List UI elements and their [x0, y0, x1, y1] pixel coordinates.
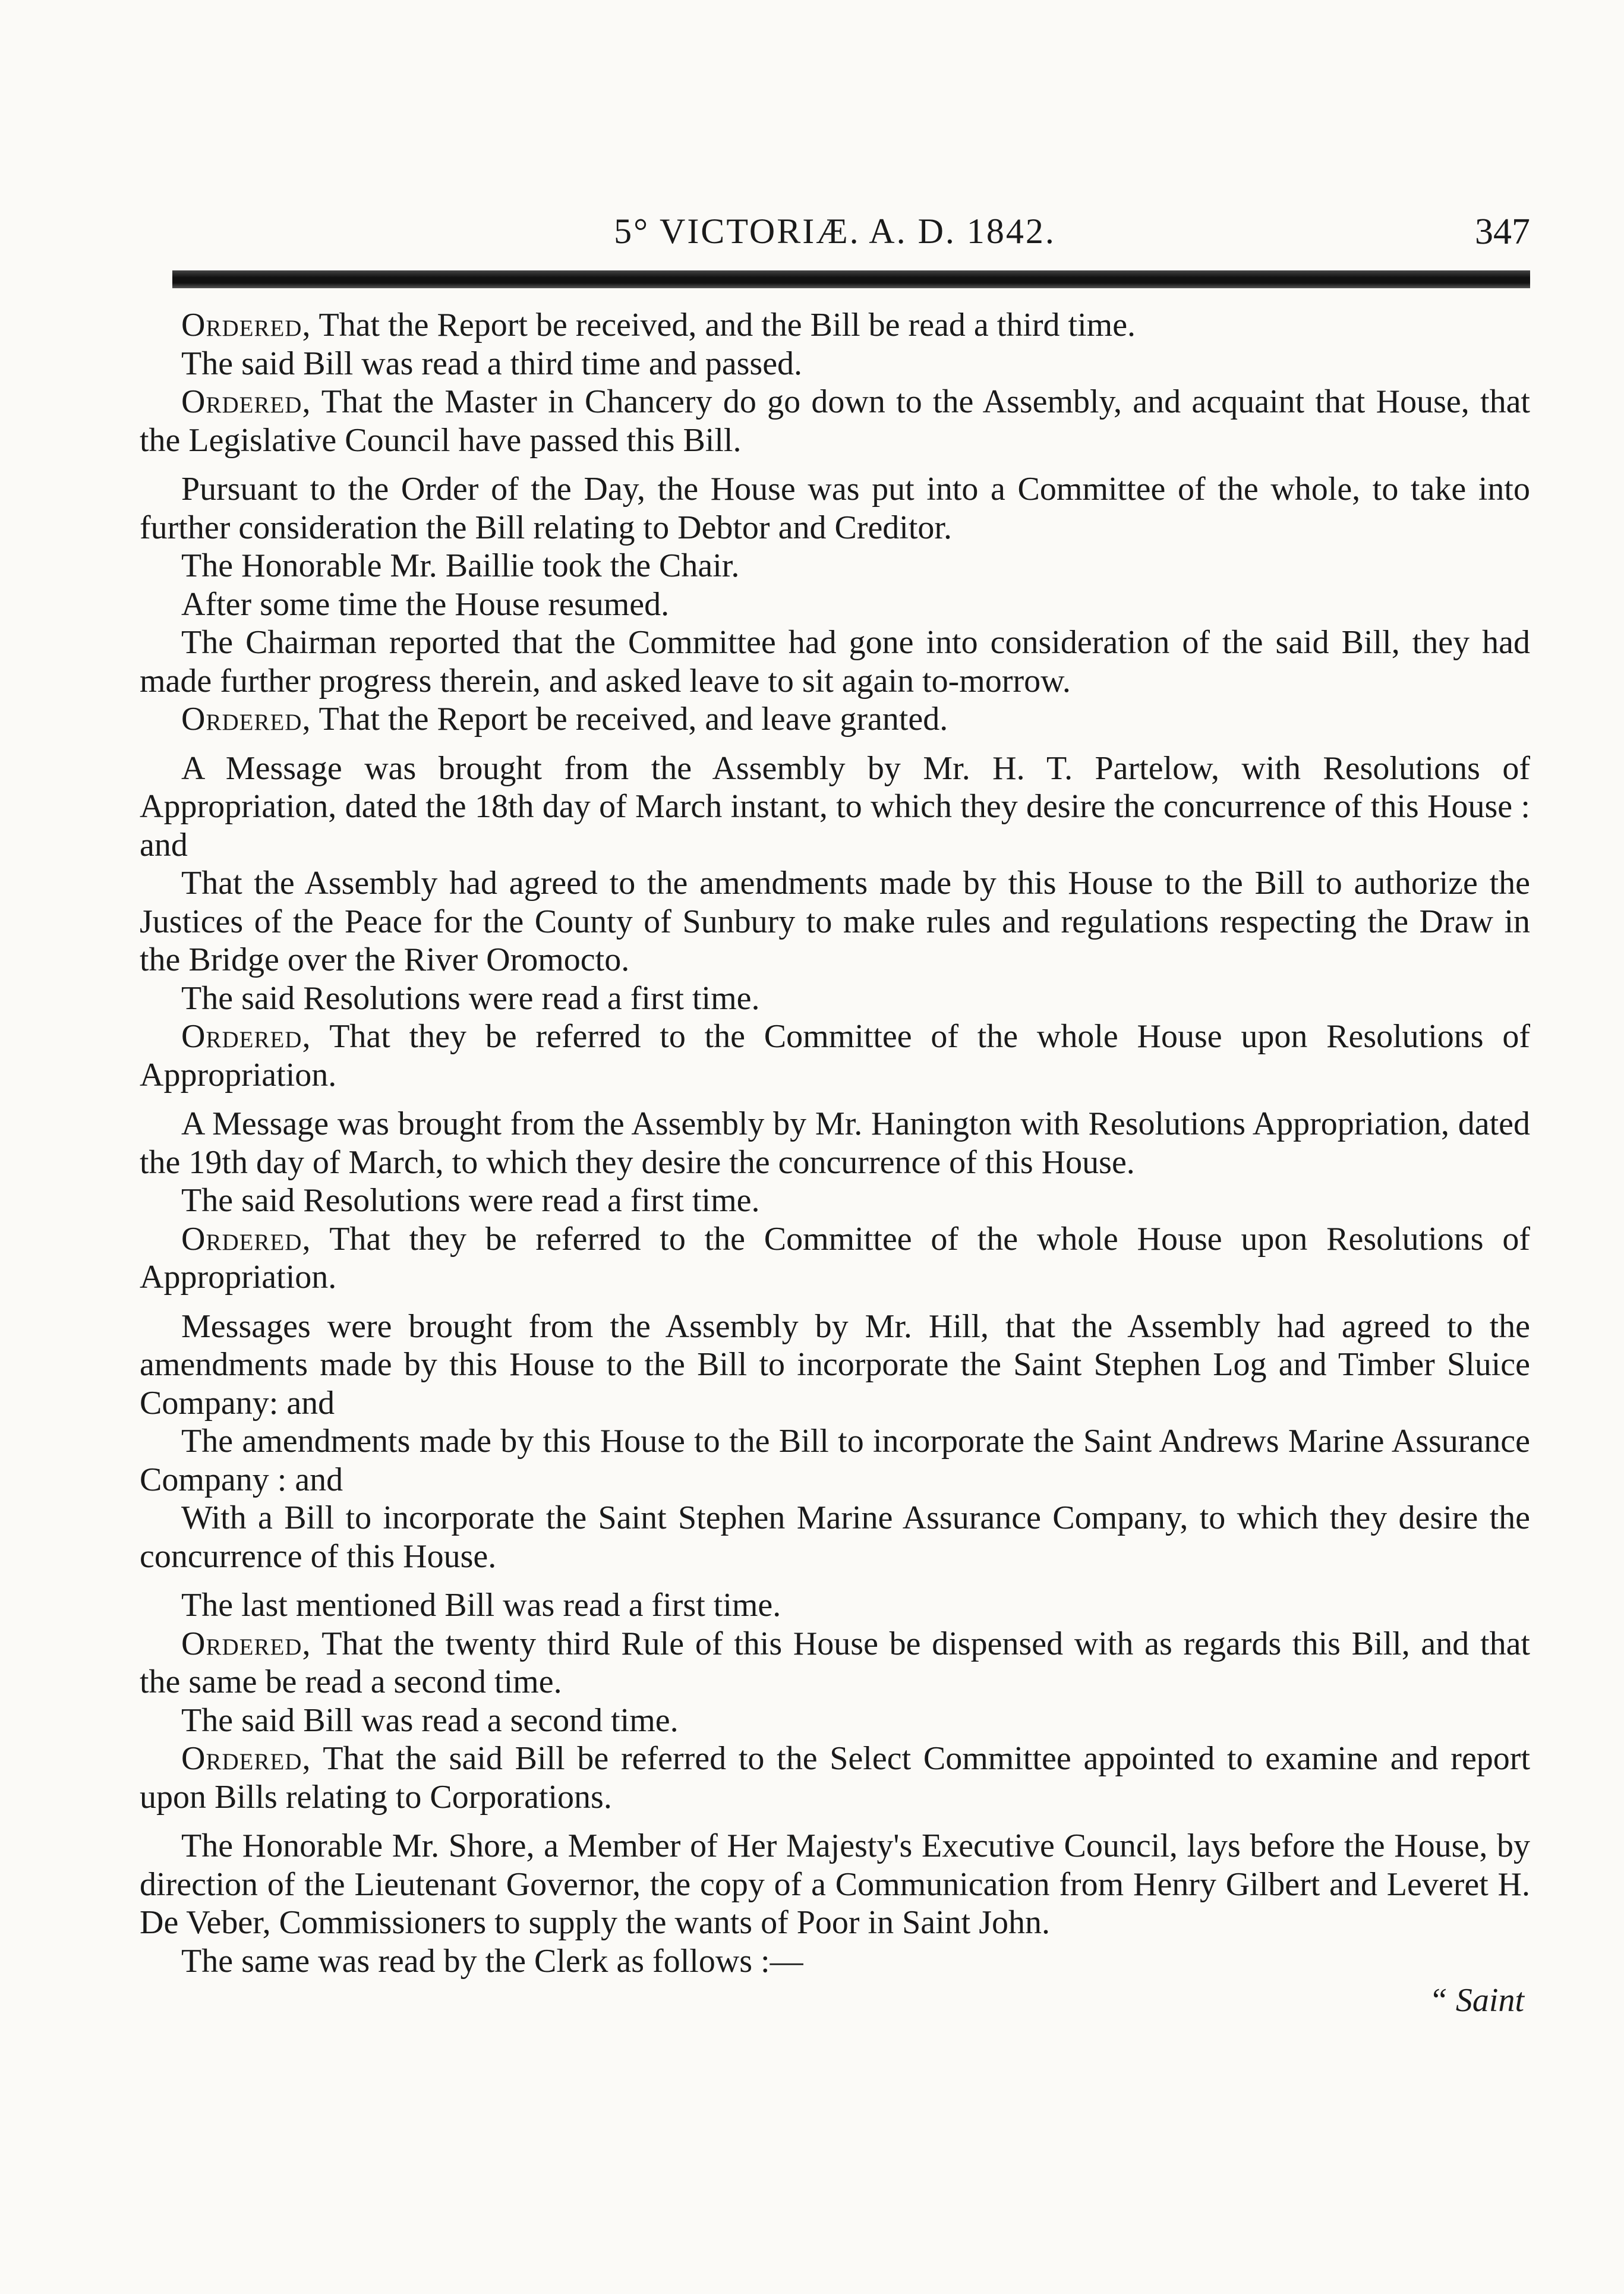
ordered-label: Ordered,: [181, 383, 311, 420]
paragraph-text: That they be referred to the Committee of the whole House upon Resolutions of Appropriation.: [140, 1220, 1530, 1296]
journal-body: [140, 306, 1530, 2020]
ordered-label: Ordered,: [181, 1625, 311, 1662]
spacer: [140, 1816, 1530, 1827]
paragraph: The said Bill was read a second time.: [181, 1701, 679, 1739]
paragraph: A Message was brought from the Assembly by Mr. H. T. Partelow, with Resolutions of Appropriation, dated the 18th day of March instant, to which they desire the concurrence of this House : and: [140, 749, 1530, 864]
catchword: “ Saint: [1429, 1982, 1524, 2019]
ordered-label: Ordered,: [181, 307, 311, 344]
spacer: [140, 1297, 1530, 1307]
paragraph: With a Bill to incorporate the Saint Stephen Marine Assurance Company, to which they desire the concurrence of this House.: [140, 1499, 1530, 1575]
spacer: [140, 459, 1530, 470]
header-rule: [172, 270, 1530, 288]
paragraph: That the Assembly had agreed to the amendments made by this House to the Bill to authorize the Justices of the Peace for the County of Sunbury to make rules and regulations respecting the Draw in the Bridge over the River Oromocto.: [140, 865, 1530, 978]
ordered-label: Ordered,: [181, 701, 311, 738]
paragraph: [140, 1625, 1530, 1701]
paragraph: The Chairman reported that the Committee had gone into consideration of the said Bill, they had made further progress therein, and asked leave to sit again to-morrow.: [140, 624, 1530, 699]
paragraph: The said Bill was read a third time and passed.: [181, 345, 803, 382]
paragraph: [140, 306, 1530, 345]
paragraph: The same was read by the Clerk as follows :—: [181, 1942, 803, 1980]
paragraph: The last mentioned Bill was read a first time.: [181, 1587, 781, 1624]
paragraph-text: That they be referred to the Committee of the whole House upon Resolutions of Appropriation.: [140, 1018, 1530, 1094]
paragraph: The said Resolutions were read a first time.: [181, 1182, 760, 1219]
ordered-label: Ordered,: [181, 1220, 311, 1258]
spacer: [140, 739, 1530, 749]
paragraph: The amendments made by this House to the Bill to incorporate the Saint Andrews Marine Assurance Company : and: [140, 1423, 1530, 1498]
paragraph: Pursuant to the Order of the Day, the House was put into a Committee of the whole, to take into further consideration the Bill relating to Debtor and Creditor.: [140, 471, 1530, 546]
spacer: [140, 1575, 1530, 1586]
running-title: 5° VICTORIÆ. A. D. 1842.: [614, 212, 1056, 251]
paragraph-text: That the Master in Chancery do go down to the Assembly, and acquaint that House, that the Legislative Council have passed this Bill.: [140, 383, 1530, 459]
paragraph-text: That the Report be received, and the Bill be read a third time.: [319, 307, 1136, 344]
paragraph: [140, 383, 1530, 459]
paragraph: The said Resolutions were read a first time.: [181, 979, 760, 1017]
paragraph: [140, 1017, 1530, 1094]
running-header: [140, 211, 1530, 264]
paragraph-text: That the said Bill be referred to the Select Committee appointed to examine and report upon Bills relating to Corporations.: [140, 1740, 1531, 1816]
paragraph: [140, 700, 1530, 739]
paragraph: [140, 1220, 1530, 1297]
paragraph: [140, 1740, 1530, 1816]
spacer: [140, 1094, 1530, 1105]
page-number: 347: [1475, 212, 1530, 252]
paragraph: The Honorable Mr. Baillie took the Chair.: [181, 547, 740, 584]
paragraph-text: That the Report be received, and leave granted.: [319, 701, 948, 738]
paragraph: A Message was brought from the Assembly by Mr. Hanington with Resolutions Appropriation, dated the 19th day of March, to which they desire the concurrence of this House.: [140, 1105, 1530, 1181]
paragraph: Messages were brought from the Assembly by Mr. Hill, that the Assembly had agreed to the amendments made by this House to the Bill to incorporate the Saint Stephen Log and Timber Sluice Company: and: [140, 1307, 1530, 1422]
paragraph-text: That the twenty third Rule of this House be dispensed with as regards this Bill, and that the same be read a second time.: [140, 1625, 1530, 1700]
paragraph: After some time the House resumed.: [181, 585, 670, 623]
ordered-label: Ordered,: [181, 1018, 311, 1055]
paragraph: The Honorable Mr. Shore, a Member of Her Majesty's Executive Council, lays before the House, by direction of the Lieutenant Governor, the copy of a Communication from Henry Gilbert and Leveret H. De Veber, Commissioners to supply the wants of Poor in Saint John.: [140, 1827, 1530, 1941]
ordered-label: Ordered,: [181, 1740, 311, 1777]
